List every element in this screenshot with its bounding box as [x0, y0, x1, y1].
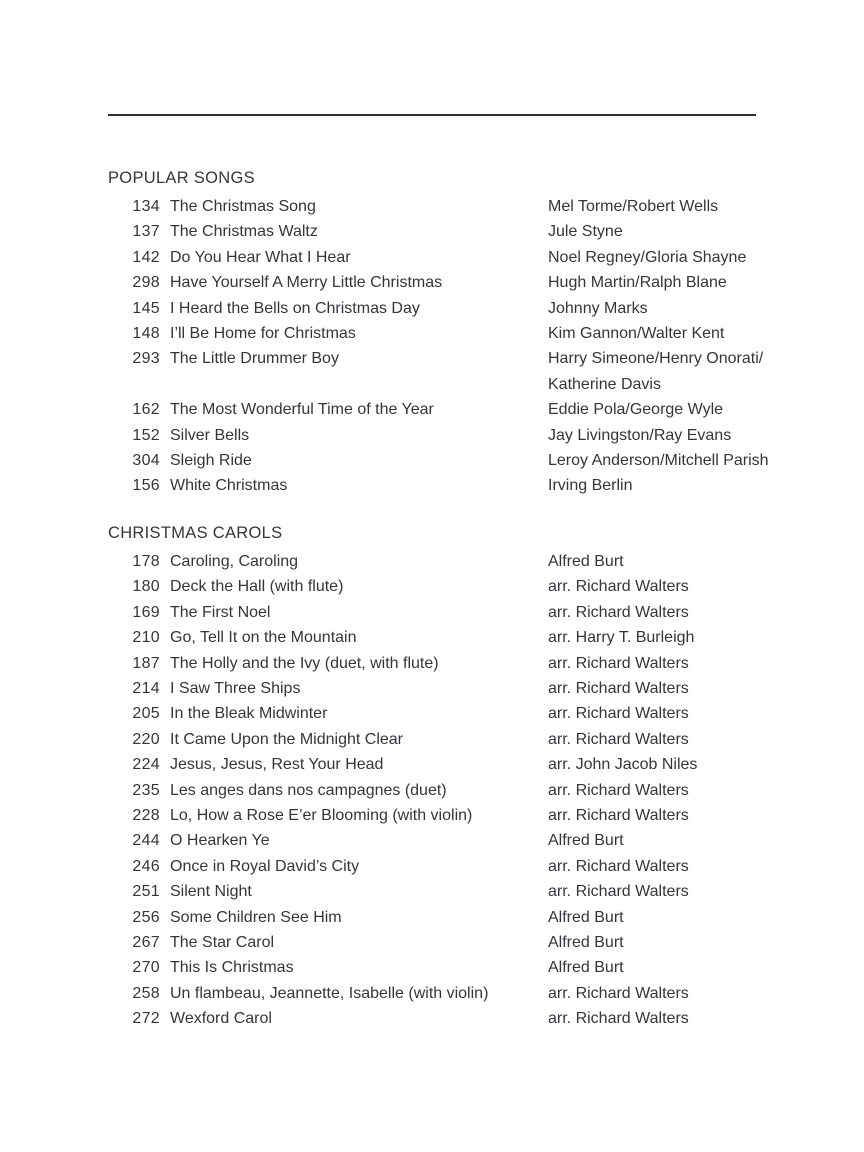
entry-page-number: 142	[132, 248, 160, 266]
entry-title: I Saw Three Ships	[170, 679, 301, 697]
entry-composer: Hugh Martin/Ralph Blane	[548, 274, 727, 292]
toc-entry-row	[108, 219, 818, 244]
entry-composer: arr. Richard Walters	[548, 603, 689, 621]
section-rows	[108, 549, 818, 1032]
entry-page-number: 178	[132, 552, 160, 570]
toc-entry-row	[108, 397, 818, 422]
entry-composer: Leroy Anderson/Mitchell Parish	[548, 452, 769, 470]
entry-page-number: 162	[132, 401, 160, 419]
entry-composer: arr. Richard Walters	[548, 730, 689, 748]
entry-page-number: 251	[132, 883, 160, 901]
entry-composer: Jule Styne	[548, 223, 623, 241]
entry-composer: arr. Richard Walters	[548, 883, 689, 901]
entry-page-number: 293	[132, 350, 160, 368]
entry-composer: Alfred Burt	[548, 959, 624, 977]
toc-entry-row	[108, 346, 818, 397]
toc-entry-row	[108, 930, 818, 955]
entry-title: White Christmas	[170, 477, 288, 495]
entry-title: Les anges dans nos campagnes (duet)	[170, 781, 447, 799]
toc-entry-row	[108, 879, 818, 904]
entry-page-number: 205	[132, 705, 160, 723]
entry-title: The Star Carol	[170, 933, 275, 951]
entry-title: Silent Night	[170, 883, 252, 901]
entry-title: Do You Hear What I Hear	[170, 248, 351, 266]
entry-page-number: 298	[132, 274, 160, 292]
entry-title: Have Yourself A Merry Little Christmas	[170, 274, 443, 292]
entry-title: The First Noel	[170, 603, 271, 621]
entry-composer: Alfred Burt	[548, 552, 624, 570]
entry-title: Deck the Hall (with flute)	[170, 578, 344, 596]
toc-entry-row	[108, 625, 818, 650]
entry-title: Caroling, Caroling	[170, 552, 299, 570]
entry-composer: arr. Harry T. Burleigh	[548, 629, 695, 647]
entry-title: O Hearken Ye	[170, 832, 270, 850]
entry-title: Wexford Carol	[170, 1010, 272, 1028]
entry-composer: arr. Richard Walters	[548, 857, 689, 875]
entry-page-number: 244	[132, 832, 160, 850]
entry-page-number: 134	[132, 198, 160, 215]
entry-page-number: 246	[132, 857, 160, 875]
entry-page-number: 258	[132, 984, 160, 1002]
divider-line	[108, 114, 756, 116]
entry-title: The Christmas Waltz	[170, 223, 318, 241]
entry-title: Once in Royal David’s City	[170, 857, 360, 875]
toc-entry-row	[108, 905, 818, 930]
entry-title: Un flambeau, Jeannette, Isabelle (with violin)	[170, 984, 489, 1002]
toc-entry-row	[108, 651, 818, 676]
toc-entry-row	[108, 854, 818, 879]
entry-composer: Jay Livingston/Ray Evans	[548, 426, 732, 444]
toc-section	[108, 166, 818, 499]
section-heading: CHRISTMAS CAROLS	[108, 523, 283, 542]
entry-page-number: 187	[132, 654, 160, 672]
entry-page-number: 169	[132, 603, 160, 621]
toc-entry-row	[108, 727, 818, 752]
entry-composer: Eddie Pola/George Wyle	[548, 401, 724, 419]
toc-sections	[108, 166, 818, 1054]
toc-entry-row	[108, 828, 818, 853]
entry-page-number: 152	[132, 426, 160, 444]
toc-entry-row	[108, 778, 818, 803]
section-heading: POPULAR SONGS	[108, 169, 255, 187]
entry-page-number: 224	[132, 756, 160, 774]
toc-entry-row	[108, 981, 818, 1006]
entry-composer: Harry Simeone/Henry Onorati/ Katherine Davis	[548, 350, 764, 393]
toc-entry-row	[108, 701, 818, 726]
entry-page-number: 270	[132, 959, 160, 977]
toc-entry-row	[108, 752, 818, 777]
entry-title: The Christmas Song	[170, 198, 316, 215]
entry-title: The Most Wonderful Time of the Year	[170, 401, 434, 419]
entry-page-number: 267	[132, 933, 160, 951]
toc-entry-row	[108, 245, 818, 270]
entry-composer: arr. Richard Walters	[548, 781, 689, 799]
entry-composer: arr. Richard Walters	[548, 806, 689, 824]
toc-section	[108, 521, 818, 1032]
entry-title: The Holly and the Ivy (duet, with flute)	[170, 654, 439, 672]
entry-page-number: 145	[132, 299, 160, 317]
entry-title: I’ll Be Home for Christmas	[170, 325, 356, 343]
entry-title: The Little Drummer Boy	[170, 350, 339, 368]
entry-composer: arr. Richard Walters	[548, 679, 689, 697]
entry-title: Jesus, Jesus, Rest Your Head	[170, 756, 384, 774]
entry-page-number: 272	[132, 1010, 160, 1028]
toc-entry-row	[108, 549, 818, 574]
entry-composer: arr. Richard Walters	[548, 1010, 689, 1028]
toc-entry-row	[108, 1006, 818, 1031]
entry-title: Go, Tell It on the Mountain	[170, 629, 357, 647]
entry-composer: Alfred Burt	[548, 832, 624, 850]
entry-composer: Alfred Burt	[548, 933, 624, 951]
entry-page-number: 180	[132, 578, 160, 596]
toc-entry-row	[108, 448, 818, 473]
toc-entry-row	[108, 423, 818, 448]
section-rows	[108, 194, 818, 499]
entry-page-number: 148	[132, 325, 160, 343]
toc-entry-row	[108, 955, 818, 980]
toc-entry-row	[108, 574, 818, 599]
entry-page-number: 228	[132, 806, 160, 824]
entry-title: Sleigh Ride	[170, 452, 252, 470]
toc-entry-row	[108, 803, 818, 828]
entry-title: Lo, How a Rose E’er Blooming (with violin)	[170, 806, 473, 824]
entry-page-number: 210	[132, 629, 160, 647]
entry-title: In the Bleak Midwinter	[170, 705, 328, 723]
entry-page-number: 235	[132, 781, 160, 799]
entry-composer: arr. Richard Walters	[548, 984, 689, 1002]
entry-page-number: 137	[132, 223, 160, 241]
entry-composer: Noel Regney/Gloria Shayne	[548, 248, 747, 266]
entry-page-number: 220	[132, 730, 160, 748]
entry-composer: arr. Richard Walters	[548, 654, 689, 672]
entry-composer: Mel Torme/Robert Wells	[548, 198, 719, 215]
entry-composer: Johnny Marks	[548, 299, 648, 317]
entry-composer: Irving Berlin	[548, 477, 633, 495]
toc-entry-row	[108, 600, 818, 625]
entry-composer: Alfred Burt	[548, 908, 624, 926]
entry-title: It Came Upon the Midnight Clear	[170, 730, 403, 748]
entry-composer: arr. John Jacob Niles	[548, 756, 698, 774]
toc-entry-row	[108, 194, 818, 219]
toc-entry-row	[108, 676, 818, 701]
toc-entry-row	[108, 270, 818, 295]
entry-page-number: 214	[132, 679, 160, 697]
entry-composer: arr. Richard Walters	[548, 705, 689, 723]
toc-entry-row	[108, 296, 818, 321]
entry-title: Some Children See Him	[170, 908, 342, 926]
entry-page-number: 256	[132, 908, 160, 926]
toc-entry-row	[108, 473, 818, 498]
entry-title: I Heard the Bells on Christmas Day	[170, 299, 420, 317]
entry-composer: arr. Richard Walters	[548, 578, 689, 596]
entry-title: This Is Christmas	[170, 959, 294, 977]
entry-page-number: 304	[132, 452, 160, 470]
entry-page-number: 156	[132, 477, 160, 495]
entry-title: Silver Bells	[170, 426, 250, 444]
toc-entry-row	[108, 321, 818, 346]
entry-composer: Kim Gannon/Walter Kent	[548, 325, 725, 343]
